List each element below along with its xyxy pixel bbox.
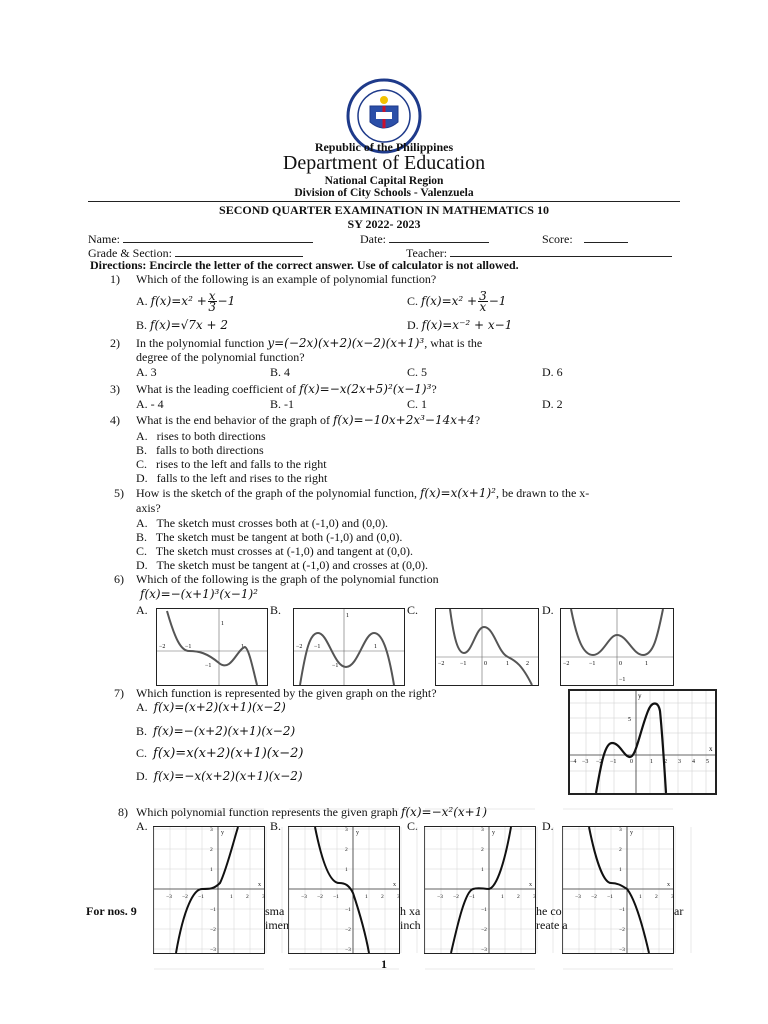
svg-text:1: 1: [650, 759, 653, 765]
q7-choice-a[interactable]: A. f(x)=(x+2)(x+1)(x−2): [136, 700, 286, 714]
region-text: National Capital Region: [324, 175, 444, 187]
q8-x-label: x: [667, 882, 670, 888]
svg-text:1: 1: [506, 661, 509, 667]
q8-x-tick: 1: [501, 894, 504, 900]
q8-label-c[interactable]: C.: [407, 819, 419, 833]
q8-y-tick: −2: [210, 927, 216, 933]
svg-text:−1: −1: [332, 663, 339, 669]
q7-choice-d[interactable]: D. f(x)=−x(x+2)(x+1)(x−2): [136, 769, 303, 783]
q7-choice-b[interactable]: B. f(x)=−(x+2)(x+1)(x−2): [136, 724, 296, 738]
q8-y-tick: −1: [481, 907, 487, 913]
q8-y-tick: −2: [481, 927, 487, 933]
q8-y-tick: 2: [345, 847, 348, 853]
grade-line[interactable]: [175, 245, 303, 257]
svg-text:y: y: [638, 692, 642, 700]
q5-text: How is the sketch of the graph of the polynomial function, f(x)=x(x+1)², be drawn to the x-: [136, 486, 590, 500]
q2-function: y=(−2x)(x+2)(x−2)(x+1)³: [267, 336, 425, 350]
q2-choice-a[interactable]: A. 3: [136, 365, 157, 379]
q8-y-label: y: [221, 830, 224, 836]
q8-x-tick: −2: [453, 894, 459, 900]
svg-text:1: 1: [374, 644, 377, 650]
q4-text: What is the end behavior of the graph of f(x)=−10x+2x³−14x+4?: [136, 413, 481, 427]
svg-text:−2: −2: [563, 661, 570, 667]
q1-text: Which of the following is an example of polynomial function?: [136, 272, 437, 286]
svg-text:x: x: [709, 745, 713, 753]
svg-text:−4: −4: [570, 759, 577, 765]
svg-text:−2: −2: [596, 759, 603, 765]
svg-text:−2: −2: [159, 644, 166, 650]
q8-y-label: y: [630, 830, 633, 836]
svg-text:−1: −1: [205, 663, 212, 669]
q8-graph-c[interactable]: [424, 826, 536, 954]
department-title: Department of Education: [282, 152, 486, 174]
name-line[interactable]: [123, 231, 313, 243]
q8-y-tick: 2: [619, 847, 622, 853]
q6-label-c[interactable]: C.: [407, 603, 419, 617]
q8-x-label: x: [393, 882, 396, 888]
q4-choice-c[interactable]: C. rises to the left and falls to the right: [136, 457, 327, 471]
q8-y-tick: −1: [345, 907, 351, 913]
q2-text-line2: degree of the polynomial function?: [136, 350, 305, 364]
note-right-2: reate a: [536, 918, 568, 932]
svg-text:0: 0: [619, 661, 622, 667]
q8-curve: [315, 827, 369, 953]
svg-text:5: 5: [706, 759, 709, 765]
republic-text: Republic of the Philippines: [314, 140, 454, 154]
q6-graph-b[interactable]: [293, 608, 405, 686]
q8-y-tick: 3: [481, 827, 484, 833]
q7-graph[interactable]: [568, 689, 717, 795]
q8-y-tick: 2: [210, 847, 213, 853]
q8-y-tick: −3: [481, 947, 487, 953]
q8-function: f(x)=−x²(x+1): [400, 805, 488, 819]
q1-choice-a[interactable]: A. f(x)=x² + $\frac{x}{3}$ −1: [136, 288, 236, 314]
q3-choice-b[interactable]: B. -1: [270, 397, 294, 411]
svg-text:−3: −3: [582, 759, 589, 765]
q8-x-tick: −3: [301, 894, 307, 900]
q8-y-tick: 1: [481, 867, 484, 873]
q8-label-b[interactable]: B.: [270, 819, 282, 833]
q3-choice-c[interactable]: C. 1: [407, 397, 428, 411]
q2-number: 2): [110, 336, 120, 350]
score-line[interactable]: [584, 231, 628, 243]
q5-choice-c[interactable]: C. The sketch must crosses at (-1,0) and tangent at (0,0).: [136, 544, 414, 558]
q6-graph-d[interactable]: [560, 608, 674, 686]
q6-number: 6): [114, 572, 124, 586]
q6-graph-a[interactable]: [156, 608, 268, 686]
note-mid-1: sma: [265, 904, 285, 918]
q8-y-tick: −1: [210, 907, 216, 913]
page-number: 1: [381, 957, 387, 971]
q8-x-label: x: [258, 882, 261, 888]
q2-choice-b[interactable]: B. 4: [270, 365, 291, 379]
q8-graph-a[interactable]: [153, 826, 265, 954]
svg-text:3: 3: [678, 759, 681, 765]
q8-label-d[interactable]: D.: [542, 819, 554, 833]
svg-text:−1: −1: [619, 677, 626, 683]
svg-text:−1: −1: [185, 644, 192, 650]
q6-label-a[interactable]: A.: [136, 603, 148, 617]
q8-x-tick: 3: [397, 894, 400, 900]
svg-text:−2: −2: [438, 661, 445, 667]
q5-function: f(x)=x(x+1)²: [419, 486, 496, 500]
q8-y-tick: −2: [619, 927, 625, 933]
q1-c-fraction: $\frac{3}{x}$: [479, 288, 487, 314]
svg-text:0: 0: [630, 759, 633, 765]
q8-graph-b[interactable]: [288, 826, 400, 954]
q8-y-tick: 1: [210, 867, 213, 873]
q4-number: 4): [110, 413, 120, 427]
q8-x-tick: −1: [333, 894, 339, 900]
q8-curve: [451, 827, 511, 953]
teacher-label: Teacher:: [406, 246, 448, 260]
svg-text:−2: −2: [296, 644, 303, 650]
q8-x-tick: −2: [317, 894, 323, 900]
q8-x-tick: −3: [575, 894, 581, 900]
q4-choice-a[interactable]: A. rises to both directions: [136, 429, 266, 443]
q8-x-tick: 2: [246, 894, 249, 900]
grade-label: Grade & Section:: [88, 246, 172, 260]
q8-y-tick: 3: [210, 827, 213, 833]
teacher-line[interactable]: [450, 245, 672, 257]
q8-x-tick: 1: [639, 894, 642, 900]
q2-choice-d[interactable]: D. 6: [542, 365, 563, 379]
q6-label-b[interactable]: B.: [270, 603, 282, 617]
q7-choice-c[interactable]: C. f(x)=x(x+2)(x+1)(x−2): [136, 746, 304, 761]
q8-x-tick: −1: [198, 894, 204, 900]
q8-number: 8): [118, 805, 128, 819]
note-ar: ar: [674, 904, 684, 918]
q3-function: f(x)=−x(2x+5)²(x−1)³: [299, 382, 432, 396]
svg-text:−1: −1: [460, 661, 467, 667]
svg-text:−1: −1: [314, 644, 321, 650]
q7-text: Which function is represented by the given graph on the right?: [136, 686, 437, 700]
svg-text:2: 2: [664, 759, 667, 765]
svg-text:−1: −1: [610, 759, 617, 765]
q8-text: Which polynomial function represents the given graph f(x)=−x²(x+1): [136, 805, 488, 819]
q6-text: Which of the following is the graph of the polynomial function: [136, 572, 439, 586]
svg-text:4: 4: [692, 759, 695, 765]
q1-choice-d[interactable]: D. f(x)=x⁻² + x−1: [407, 318, 513, 332]
q2-text: In the polynomial function y=(−2x)(x+2)(x−2)(x+1)³, what is the: [136, 336, 483, 350]
q5-number: 5): [114, 486, 124, 500]
q8-y-tick: 2: [481, 847, 484, 853]
q8-y-tick: −2: [345, 927, 351, 933]
q8-y-tick: 3: [345, 827, 348, 833]
q3-number: 3): [110, 382, 120, 396]
q6-label-d[interactable]: D.: [542, 603, 554, 617]
q8-y-tick: 3: [619, 827, 622, 833]
q4-function: f(x)=−10x+2x³−14x+4: [332, 413, 475, 427]
q8-y-tick: −3: [345, 947, 351, 953]
svg-text:0: 0: [484, 661, 487, 667]
svg-text:2: 2: [526, 661, 529, 667]
q5-choice-a[interactable]: A. The sketch must crosses both at (-1,0) and (0,0).: [136, 516, 389, 530]
q3-choice-a[interactable]: A. - 4: [136, 397, 164, 411]
q8-x-tick: −3: [437, 894, 443, 900]
score-label: Score:: [542, 232, 573, 246]
q8-label-a[interactable]: A.: [136, 819, 148, 833]
svg-text:1: 1: [221, 621, 224, 627]
q8-y-tick: −1: [619, 907, 625, 913]
q8-x-tick: 2: [381, 894, 384, 900]
division-text: Division of City Schools - Valenzuela: [294, 187, 474, 199]
q8-y-tick: 1: [619, 867, 622, 873]
svg-text:1: 1: [645, 661, 648, 667]
q8-y-tick: −3: [210, 947, 216, 953]
q8-y-label: y: [356, 830, 359, 836]
q8-x-tick: −1: [607, 894, 613, 900]
q7-number: 7): [114, 686, 124, 700]
q4-choice-d[interactable]: D. falls to the left and rises to the right: [136, 471, 328, 485]
q5-choice-d[interactable]: D. The sketch must be tangent at (-1,0) and crosses at (0,0).: [136, 558, 429, 572]
date-line[interactable]: [389, 231, 489, 243]
note-mid-2: imen: [265, 918, 289, 932]
q5-text-line2: axis?: [136, 501, 161, 515]
note-right-1: he co: [536, 904, 562, 918]
school-year: SY 2022- 2023: [347, 217, 421, 231]
q8-x-tick: 1: [365, 894, 368, 900]
svg-text:−1: −1: [589, 661, 596, 667]
q1-a-fraction: $\frac{x}{3}$: [208, 288, 216, 314]
q8-y-tick: 1: [345, 867, 348, 873]
q8-curve: [589, 827, 649, 953]
note-xa: h xa: [400, 904, 421, 918]
q8-x-tick: −2: [591, 894, 597, 900]
q8-x-tick: 3: [262, 894, 265, 900]
note-inch: inch: [400, 918, 421, 932]
directions: Directions: Encircle the letter of the correct answer. Use of calculator is not allowed.: [90, 258, 519, 272]
q2-choice-c[interactable]: C. 5: [407, 365, 428, 379]
q1-number: 1): [110, 272, 120, 286]
q3-text: What is the leading coefficient of f(x)=−x(2x+5)²(x−1)³?: [136, 382, 437, 396]
q8-x-tick: −2: [182, 894, 188, 900]
q8-x-label: x: [529, 882, 532, 888]
svg-text:1: 1: [241, 644, 244, 650]
q1-choice-c[interactable]: C. f(x)=x² + $\frac{3}{x}$ −1: [407, 288, 507, 314]
header-divider: [88, 201, 680, 202]
exam-title: SECOND QUARTER EXAMINATION IN MATHEMATICS 10: [219, 203, 549, 217]
q4-choice-b[interactable]: B. falls to both directions: [136, 443, 264, 457]
q5-choice-b[interactable]: B. The sketch must be tangent at both (-1,0) and (0,0).: [136, 530, 403, 544]
note-left: For nos. 9: [86, 904, 137, 918]
q6-function: f(x)=−(x+1)³(x−1)²: [140, 587, 258, 601]
q3-choice-d[interactable]: D. 2: [542, 397, 563, 411]
q8-y-label: y: [492, 830, 495, 836]
q8-x-tick: 2: [655, 894, 658, 900]
date-label: Date:: [360, 232, 386, 246]
q8-x-tick: −1: [469, 894, 475, 900]
q6-graph-c[interactable]: [435, 608, 539, 686]
q8-x-tick: 1: [230, 894, 233, 900]
q8-x-tick: 2: [517, 894, 520, 900]
q8-y-tick: −3: [619, 947, 625, 953]
q8-x-tick: 3: [533, 894, 536, 900]
q1-choice-b[interactable]: B. f(x)=√7x + 2: [136, 318, 229, 332]
svg-text:5: 5: [628, 717, 631, 723]
name-label: Name:: [88, 232, 120, 246]
q8-curve: [176, 827, 238, 953]
q8-x-tick: −3: [166, 894, 172, 900]
q8-x-tick: 3: [671, 894, 674, 900]
q8-graph-d[interactable]: [562, 826, 674, 954]
svg-text:1: 1: [346, 613, 349, 619]
